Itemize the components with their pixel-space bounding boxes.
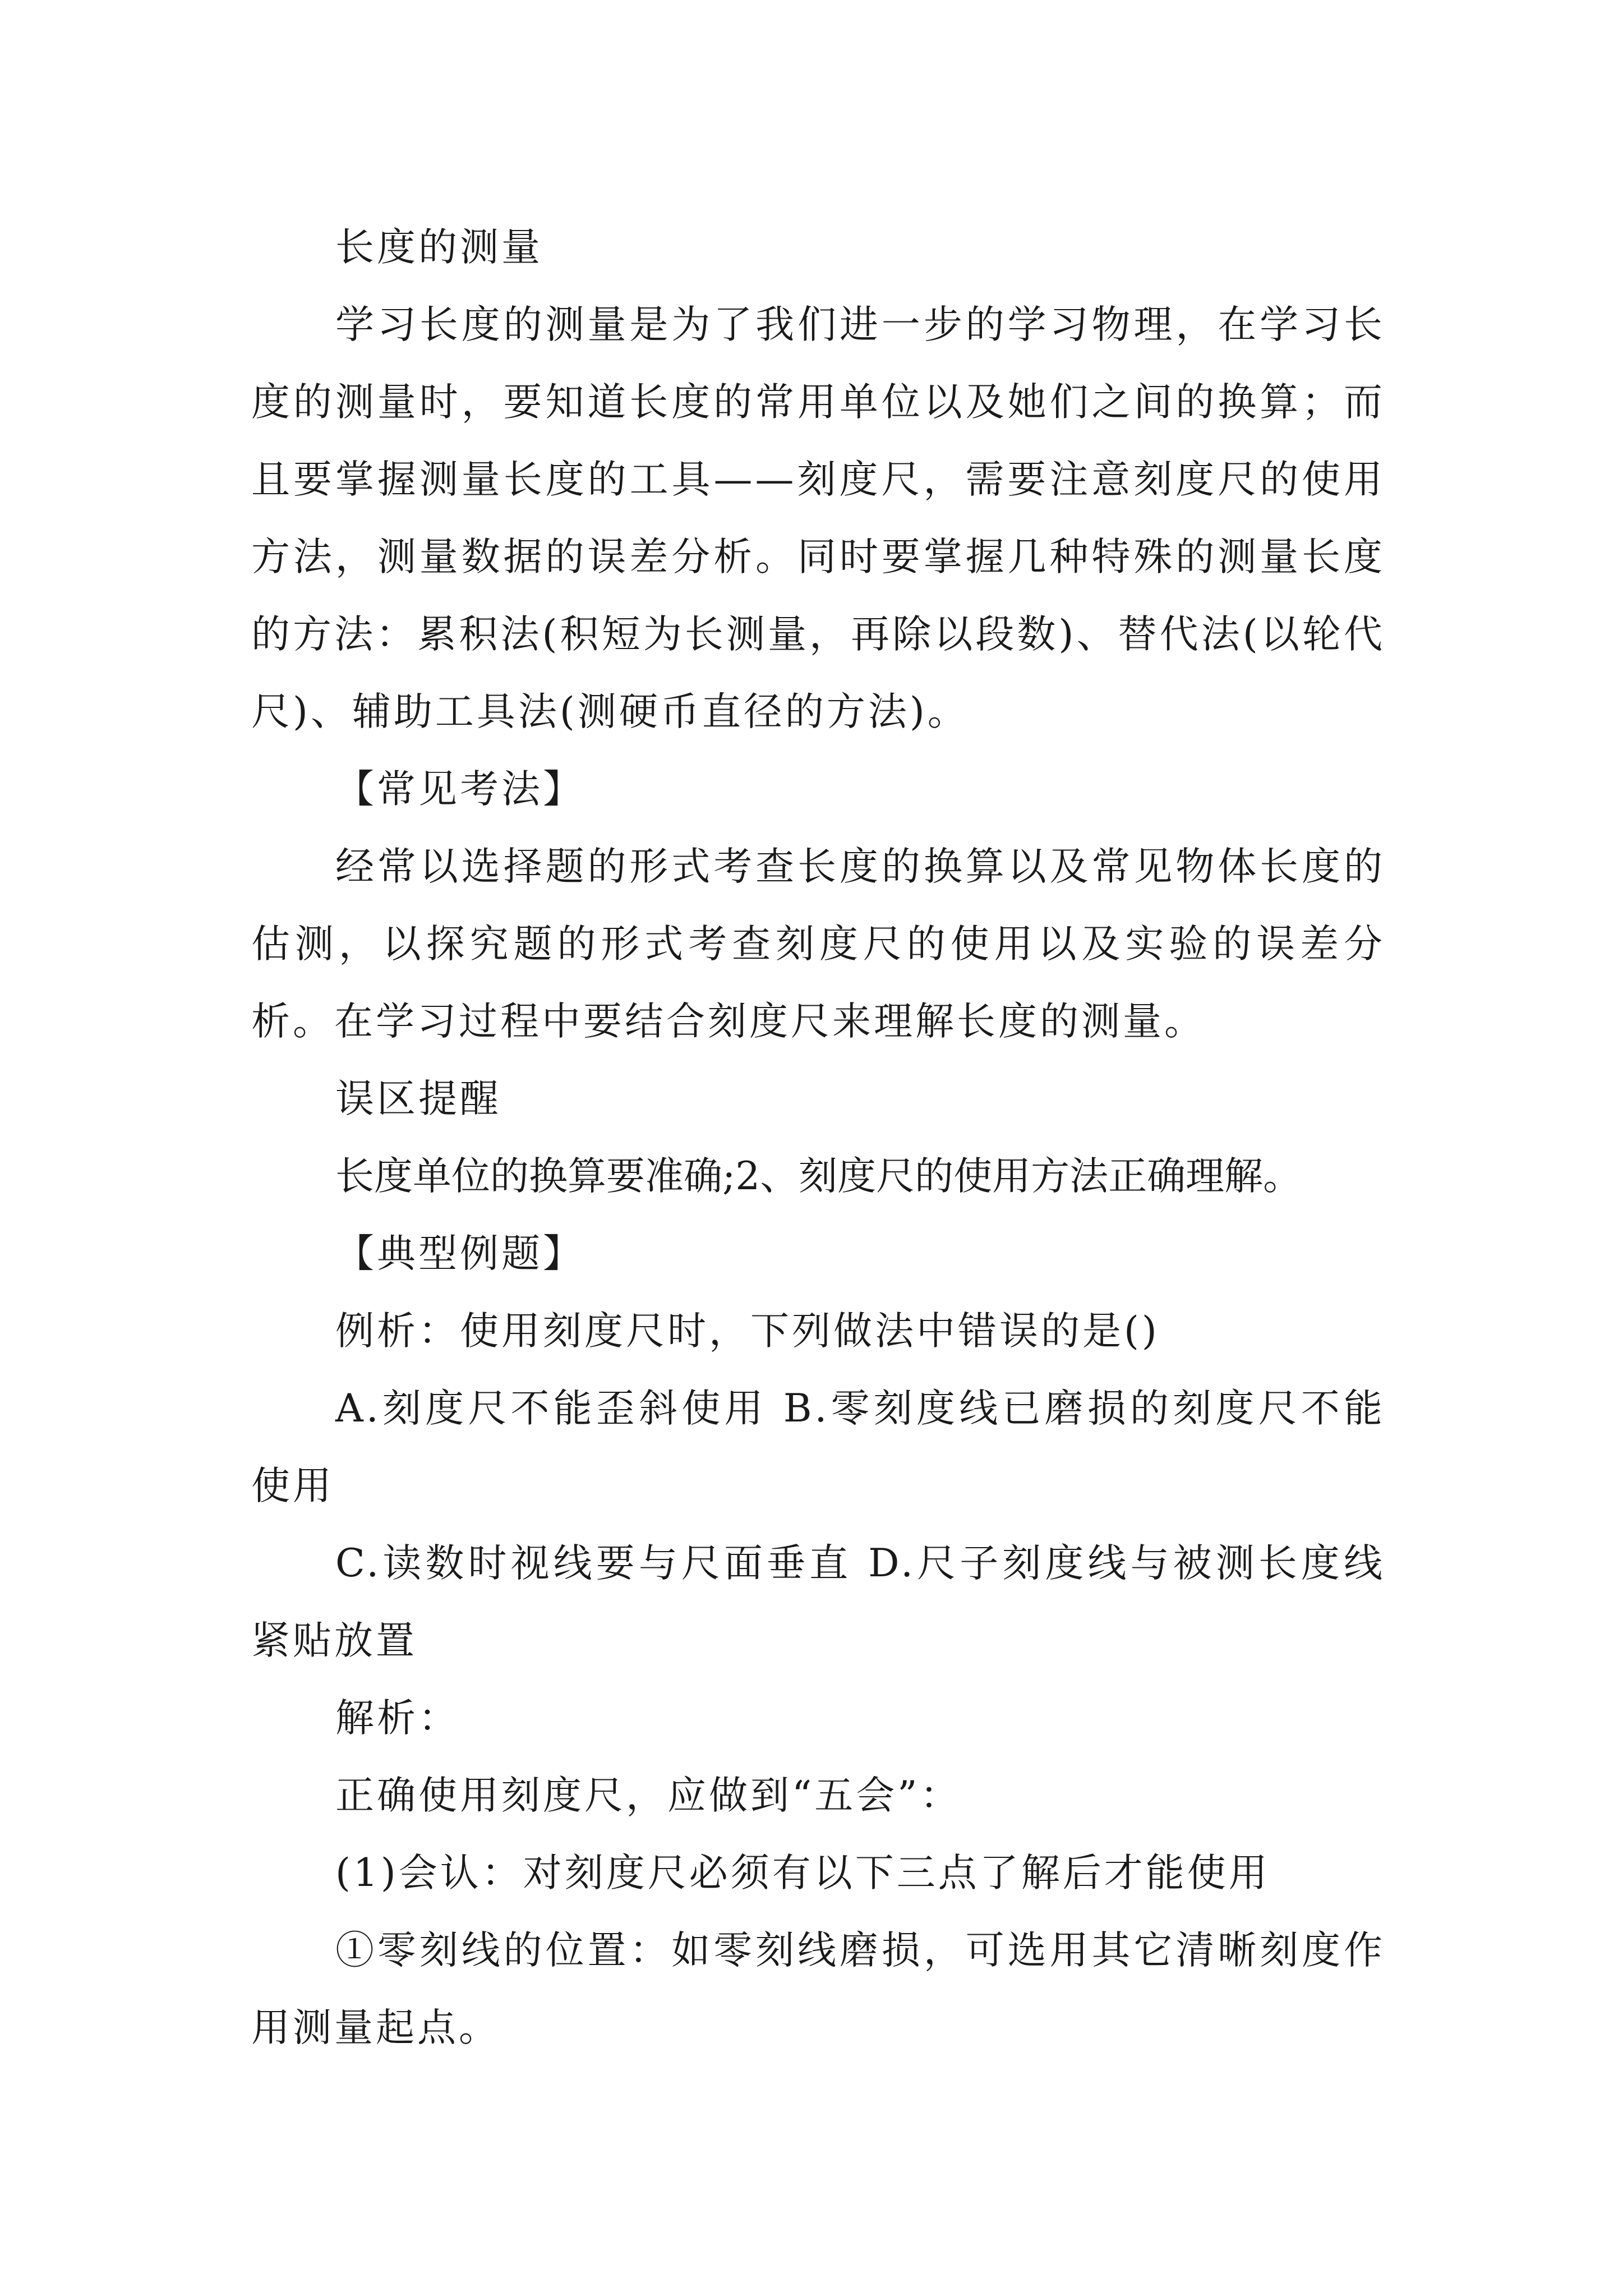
mistake-heading: 误区提醒 <box>335 1076 501 1121</box>
example-options-ab: A.刻度尺不能歪斜使用 B.零刻度线已磨损的刻度尺不能使用 <box>251 1386 1385 1508</box>
common-exam-heading: 【常见考法】 <box>335 767 584 812</box>
document-title: 长度的测量 <box>335 225 543 270</box>
mistake-paragraph: 长度单位的换算要准确;2、刻度尺的使用方法正确理解。 <box>335 1154 1302 1199</box>
example-heading: 【典型例题】 <box>335 1231 584 1276</box>
common-exam-paragraph: 经常以选择题的形式考查长度的换算以及常见物体长度的估测，以探究题的形式考查刻度尺的使用以及实验的误差分析。在学习过程中要结合刻度尺来理解长度的测量。 <box>251 844 1385 1044</box>
analysis-line-2: (1)会认：对刻度尺必须有以下三点了解后才能使用 <box>335 1851 1270 1895</box>
analysis-line-3: ①零刻线的位置：如零刻线磨损，可选用其它清晰刻度作用测量起点。 <box>251 1928 1385 2050</box>
example-question: 例析：使用刻度尺时，下列做法中错误的是() <box>335 1309 1160 1354</box>
analysis-heading: 解析： <box>335 1696 460 1741</box>
analysis-line-1: 正确使用刻度尺，应做到“五会”： <box>335 1773 962 1818</box>
document-body <box>251 209 1385 2067</box>
example-options-cd: C.读数时视线要与尺面垂直 D.尺子刻度线与被测长度线紧贴放置 <box>251 1541 1385 1663</box>
intro-paragraph: 学习长度的测量是为了我们进一步的学习物理，在学习长度的测量时，要知道长度的常用单位以及她们之间的换算；而且要掌握测量长度的工具——刻度尺，需要注意刻度尺的使用方法，测量数据的误差分析。同时要掌握几种特殊的测量长度的方法：累积法(积短为长测量，再除以段数)、替代法(以轮代尺)、辅助工具法(测硬币直径的方法)。 <box>251 302 1385 734</box>
